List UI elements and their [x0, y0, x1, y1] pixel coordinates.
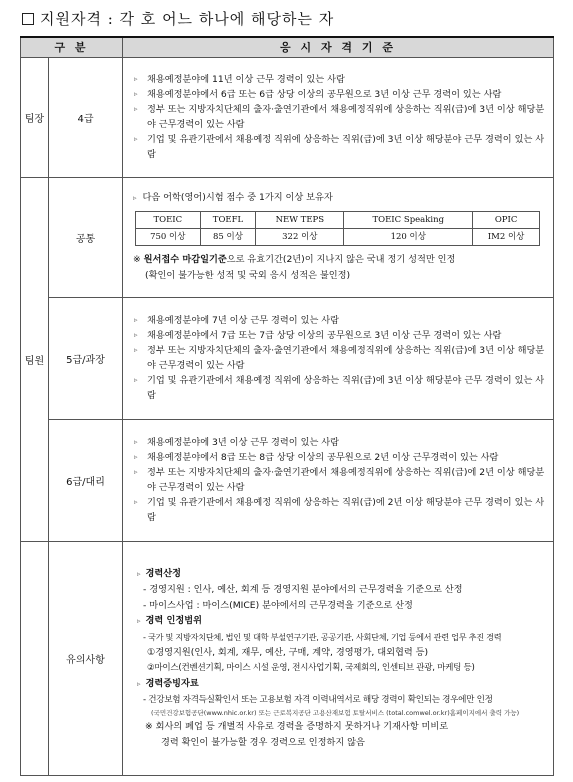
row-member-common	[21, 177, 554, 297]
bullet-icon: ▹	[134, 75, 138, 83]
qualification-table	[20, 36, 554, 776]
bullet-icon: ▹	[134, 468, 138, 476]
bullet-icon: ▹	[134, 438, 138, 446]
test-name: TOEFL	[200, 212, 256, 229]
bullet-icon: ▹	[134, 376, 138, 384]
list-item: - 경영지원 : 인사, 예산, 회계 등 경영지원 분야에서의 근무경력을 기준으로 산정	[143, 584, 463, 596]
notes-content	[123, 541, 554, 775]
row-notes	[21, 541, 554, 775]
header-criteria: 응 시 자 격 기 준	[123, 37, 554, 57]
test-score: 120 이상	[344, 229, 473, 246]
score-header-row	[136, 212, 540, 229]
list-item: ▹ 채용예정분야에 11년 이상 근무 경력이 있는 사람	[134, 74, 345, 85]
proof-sources: (국민건강보험공단(www.nhic.or.kr) 또는 근로복지공단 고용산재보험 토탈서비스 (total.comwel.or.kr)홈페이지에서 출력 가능)	[151, 709, 520, 718]
footnote-line2: 경력 확인이 불가능할 경우 경력으로 인정하지 않음	[161, 736, 365, 748]
list-item: ▹ 정부 또는 지방자치단체의 출자·출연기관에서 채용예정직위에 상응하는 직위(급)에 3년 이상 해당분야 근무경력이 있는 사람	[134, 345, 545, 371]
test-name: TOEIC Speaking	[344, 212, 473, 229]
category-empty	[21, 541, 49, 775]
row-member-grade6	[21, 419, 554, 541]
list-item: ▹ 기업 및 유관기관에서 채용예정 직위에 상응하는 직위(급)에 3년 이상 해당분야 근무 경력이 있는 사람	[134, 375, 545, 401]
bullet-icon: ▹	[134, 453, 138, 461]
test-score: 750 이상	[136, 229, 201, 246]
row-leader	[21, 57, 554, 177]
notes-label: 유의사항	[49, 541, 123, 775]
test-score: 322 이상	[256, 229, 344, 246]
bullet-icon: ▹	[137, 680, 141, 689]
grade-6: 6급/대리	[49, 419, 123, 541]
test-name: NEW TEPS	[256, 212, 344, 229]
list-item: - 국가 및 지방자치단체, 법인 및 대학 부설연구기관, 공공기관, 사회단체, 기업 등에서 관련 업무 추진 경력	[143, 631, 502, 642]
row-member-grade5	[21, 297, 554, 419]
list-item: ①경영지원(인사, 회계, 재무, 예산, 구매, 계약, 경영평가, 대외협력 등)	[147, 647, 429, 659]
list-item: ▹ 기업 및 유관기관에서 채용예정 직위에 상응하는 직위(급)에 3년 이상 해당분야 근무 경력이 있는 사람	[134, 134, 545, 160]
table-header-row	[21, 37, 554, 57]
notes-heading-career: ▹ 경력산정	[137, 567, 182, 579]
checkbox-square-icon	[22, 13, 34, 25]
grade-5: 5급/과장	[49, 297, 123, 419]
leader-criteria	[123, 57, 554, 177]
test-name: OPIC	[473, 212, 540, 229]
header-category: 구 분	[21, 37, 123, 57]
list-item: ▹ 채용예정분야에서 6급 또는 6급 상당 이상의 공무원으로 3년 이상 근무 경력이 있는 사람	[134, 89, 502, 100]
language-note-line2: (확인이 불가능한 성적 및 국외 응시 성적은 불인정)	[145, 270, 351, 281]
bullet-icon: ▹	[134, 498, 138, 506]
grade5-criteria	[123, 297, 554, 419]
list-item: ▹ 채용예정분야에서 8급 또는 8급 상당 이상의 공무원으로 2년 이상 근무경력이 있는 사람	[134, 452, 499, 463]
test-score: IM2 이상	[473, 229, 540, 246]
footnote-line1: ※ 회사의 폐업 등 개별적 사유로 경력을 증명하지 못하거나 기재사항 미비로	[145, 721, 449, 733]
notes-heading-proof: ▹ 경력증빙자료	[137, 678, 199, 690]
language-intro: ▹ 다음 어학(영어)시험 점수 중 1가지 이상 보유자	[133, 192, 333, 203]
list-item: ▹ 정부 또는 지방자치단체의 출자·출연기관에서 채용예정직위에 상응하는 직위(급)에 3년 이상 해당분야 근무경력이 있는 사람	[134, 104, 545, 130]
grade-common: 공통	[49, 177, 123, 297]
test-name: TOEIC	[136, 212, 201, 229]
bullet-icon: ▹	[134, 105, 138, 113]
language-note: ※ 원서접수 마감일기준으로 유효기간(2년)이 지나지 않은 국내 정기 성적만 인정	[133, 254, 456, 265]
bullet-icon: ▹	[134, 346, 138, 354]
bullet-icon: ▹	[133, 194, 137, 202]
list-item: ▹ 채용예정분야에 7년 이상 근무 경력이 있는 사람	[134, 315, 339, 326]
list-item: - 마이스사업 : 마이스(MICE) 분야에서의 근무경력을 기준으로 산정	[143, 599, 413, 611]
language-score-table	[135, 211, 540, 246]
bullet-icon: ▹	[134, 316, 138, 324]
list-item: ▹ 기업 및 유관기관에서 채용예정 직위에 상응하는 직위(급)에 2년 이상 해당분야 근무 경력이 있는 사람	[134, 497, 545, 523]
common-criteria	[123, 177, 554, 297]
list-item: ②마이스(컨벤션기획, 마이스 시설 운영, 전시사업기획, 국제회의, 인센티브 관광, 마케팅 등)	[147, 662, 475, 673]
score-value-row	[136, 229, 540, 246]
grade6-criteria	[123, 419, 554, 541]
notes-heading-scope: ▹ 경력 인정범위	[137, 615, 202, 627]
bullet-icon: ▹	[134, 90, 138, 98]
test-score: 85 이상	[200, 229, 256, 246]
bullet-icon: ▹	[137, 617, 141, 626]
bullet-icon: ▹	[134, 135, 138, 143]
category-leader: 팀장	[21, 57, 49, 177]
page-title: 지원자격 : 각 호 어느 하나에 해당하는 자	[22, 8, 334, 29]
list-item: ▹ 정부 또는 지방자치단체의 출자·출연기관에서 채용예정직위에 상응하는 직위(급)에 2년 이상 해당분야 근무경력이 있는 사람	[134, 467, 545, 493]
list-item: ▹ 채용예정분야에 3년 이상 근무 경력이 있는 사람	[134, 437, 339, 448]
bullet-icon: ▹	[134, 331, 138, 339]
list-item: - 건강보험 자격득실확인서 또는 고용보험 자격 이력내역서로 해당 경력이 확인되는 경우에만 인정	[143, 694, 493, 705]
bullet-icon: ▹	[137, 569, 141, 578]
list-item: ▹ 채용예정분야에서 7급 또는 7급 상당 이상의 공무원으로 3년 이상 근무 경력이 있는 사람	[134, 330, 502, 341]
grade-4: 4급	[49, 57, 123, 177]
category-member: 팀원	[21, 177, 49, 541]
